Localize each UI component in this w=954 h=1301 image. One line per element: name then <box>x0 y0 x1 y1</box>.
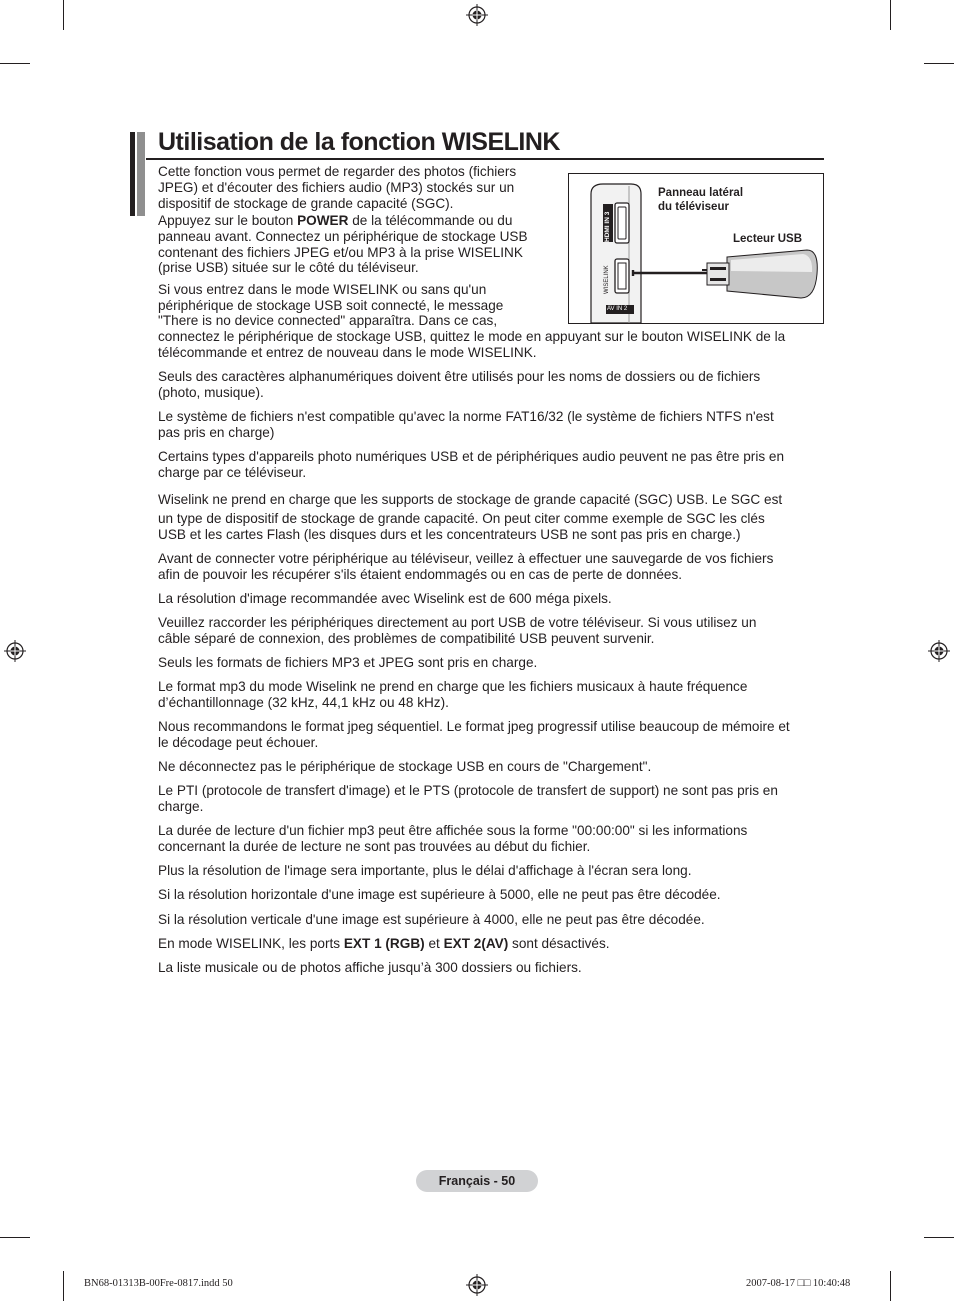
intro-line: Appuyez sur le bouton POWER de la télécommande ou du <box>158 213 513 228</box>
registration-mark-icon <box>928 640 950 662</box>
usb-connection-figure <box>568 173 824 324</box>
no-device-line: périphérique de stockage USB soit connecté, le message <box>158 298 504 313</box>
intro-line: (prise USB) située sur le côté du téléviseur. <box>158 260 419 275</box>
note-line: La durée de lecture d'un fichier mp3 peut être affichée sous la forme "00:00:00" si les informations <box>158 823 748 838</box>
crop-mark <box>890 0 891 30</box>
note-line: (photo, musique). <box>158 385 264 400</box>
usb-drive-label: Lecteur USB <box>733 233 803 245</box>
crop-mark <box>924 1237 954 1238</box>
crop-mark <box>0 1237 30 1238</box>
registration-mark-icon <box>4 640 26 662</box>
note-line: Veuillez raccorder les périphériques directement au port USB de votre téléviseur. Si vous utilisez un <box>158 615 757 630</box>
side-panel-label: Panneau latéral du téléviseur <box>658 187 744 213</box>
registration-mark-icon <box>466 1274 488 1296</box>
note-line: Le format mp3 du mode Wiselink ne prend en charge que les fichiers musicaux à haute fréquence <box>158 679 748 694</box>
note-line: Avant de connecter votre périphérique au téléviseur, veillez à effectuer une sauvegarde de vos fichiers <box>158 551 774 566</box>
note-line: charge par ce téléviseur. <box>158 465 307 480</box>
note-line: un type de dispositif de stockage de grande capacité. On peut citer comme exemple de SGC les clés <box>158 511 765 526</box>
note-line: le décodage peut échouer. <box>158 735 319 750</box>
note-line: Wiselink ne prend en charge que les supports de stockage de grande capacité (SGC) USB. Le SGC est <box>158 492 783 507</box>
note-line: pas pris en charge) <box>158 425 275 440</box>
ext-note-line: En mode WISELINK, les ports EXT 1 (RGB) et EXT 2(AV) sont désactivés. <box>158 936 610 951</box>
intro-line: panneau avant. Connectez un périphérique de stockage USB <box>158 229 528 244</box>
crop-mark <box>63 1271 64 1301</box>
crop-mark <box>890 1271 891 1301</box>
registration-mark-icon <box>466 4 488 26</box>
port-wiselink-label: WISELINK <box>604 265 610 294</box>
crop-mark <box>924 63 954 64</box>
note-line: Nous recommandons le format jpeg séquentiel. Le format jpeg progressif utilise beaucoup de mémoire et <box>158 719 790 734</box>
page-title: Utilisation de la fonction WISELINK <box>158 128 560 156</box>
note-line: USB et les cartes Flash (les disques durs et les concentrateurs USB ne sont pas pris en charge.) <box>158 527 741 542</box>
note-line: La résolution d'image recommandée avec Wiselink est de 600 méga pixels. <box>158 591 612 606</box>
intro-line: contenant des fichiers JPEG et/ou MP3 à la prise WISELINK <box>158 245 523 260</box>
print-slug-right: 2007-08-17 □□ 10:40:48 <box>746 1278 851 1289</box>
note-line: Plus la résolution de l'image sera importante, plus le délai d'affichage à l'écran sera long. <box>158 863 692 878</box>
power-keyword: POWER <box>297 213 349 228</box>
intro-line: JPEG) et d'écouter des fichiers audio (MP3) stockés sur un <box>158 180 515 195</box>
note-line: câble séparé de connexion, des problèmes de compatibilité USB peuvent survenir. <box>158 631 655 646</box>
note-line: concernant la durée de lecture ne sont pas trouvées au début du fichier. <box>158 839 591 854</box>
no-device-line: "There is no device connected" apparaîtra. Dans ce cas, <box>158 313 498 328</box>
port-hdmi-label: HDMI IN 3 <box>604 211 611 242</box>
no-device-line: Si vous entrez dans le mode WISELINK ou sans qu'un <box>158 282 487 297</box>
ext2-keyword: EXT 2(AV) <box>443 936 509 951</box>
note-line: Certains types d'appareils photo numériques USB et de périphériques audio peuvent ne pas être pris en <box>158 449 785 464</box>
note-line: Le PTI (protocole de transfert d'image) et le PTS (protocole de transfert de support) ne sont pas pris en <box>158 783 778 798</box>
crop-mark <box>63 0 64 30</box>
port-av-label: AV IN 2 <box>607 306 628 312</box>
note-line: La liste musicale ou de photos affiche jusqu’à 300 dossiers ou fichiers. <box>158 960 582 975</box>
intro-line: dispositif de stockage de grande capacité (SGC). <box>158 196 454 211</box>
note-line: Le système de fichiers n'est compatible qu'avec la norme FAT16/32 (le système de fichiers NTFS n'est <box>158 409 774 424</box>
crop-mark <box>0 63 30 64</box>
no-device-line: connectez le périphérique de stockage USB, quittez le mode en appuyant sur le bouton WISELINK de la <box>158 329 786 344</box>
note-line: Seuls les formats de fichiers MP3 et JPEG sont pris en charge. <box>158 655 538 670</box>
note-line: charge. <box>158 799 204 814</box>
title-underline <box>146 158 824 160</box>
no-device-line: télécommande et entrez de nouveau dans le mode WISELINK. <box>158 345 537 360</box>
print-slug-left: BN68-01313B-00Fre-0817.indd 50 <box>84 1278 233 1289</box>
ext1-keyword: EXT 1 (RGB) <box>343 936 425 951</box>
intro-line: Cette fonction vous permet de regarder des photos (fichiers <box>158 164 517 179</box>
page-number-badge: Français - 50 <box>416 1170 538 1192</box>
note-line: Si la résolution verticale d'une image est supérieure à 4000, elle ne peut pas être décodée. <box>158 912 705 927</box>
note-line: Si la résolution horizontale d'une image est supérieure à 5000, elle ne peut pas être décodée. <box>158 887 721 902</box>
note-line: afin de pouvoir les récupérer s'ils étaient endommagés ou en cas de perte de données. <box>158 567 683 582</box>
note-line: Ne déconnectez pas le périphérique de stockage USB en cours de "Chargement". <box>158 759 652 774</box>
section-accent-bar <box>130 132 145 216</box>
note-line: Seuls des caractères alphanumériques doivent être utilisés pour les noms de dossiers ou de fichiers <box>158 369 761 384</box>
note-line: d’échantillonnage (32 kHz, 44,1 kHz ou 48 kHz). <box>158 695 449 710</box>
